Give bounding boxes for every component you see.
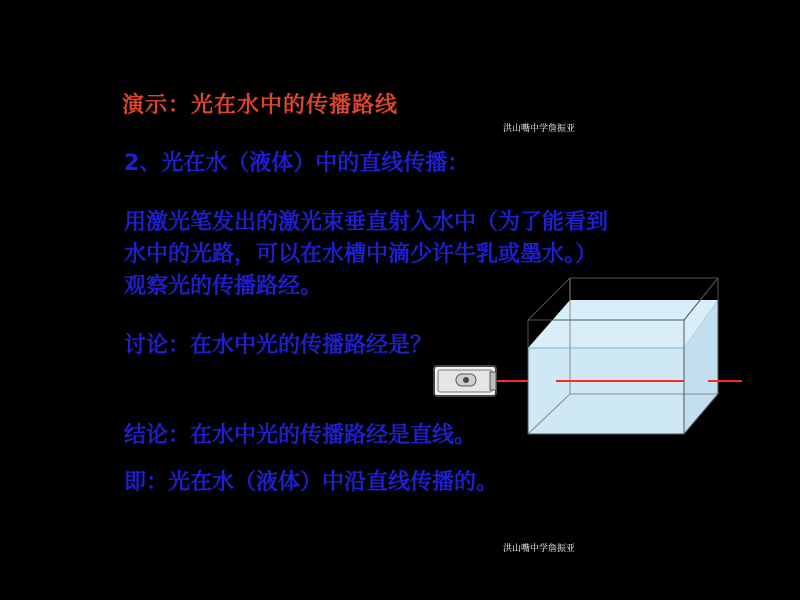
discussion-question: 讨论：在水中光的传播路经是？: [124, 333, 433, 358]
summary-text: 即：光在水（液体）中沿直线传播的。: [124, 470, 499, 495]
watermark-top: 洪山嘴中学詹振亚: [503, 124, 576, 134]
conclusion-text: 结论：在水中光的传播路经是直线。: [124, 423, 477, 448]
slide-title: 演示：光在水中的传播路线: [122, 93, 399, 118]
laser-pointer-icon: [434, 366, 496, 396]
paragraph-line: 水中的光路，可以在水槽中滴少许牛乳或墨水。）: [124, 242, 598, 267]
watermark-bottom: 洪山嘴中学詹振亚: [503, 544, 576, 554]
paragraph-line: 观察光的传播路经。: [124, 274, 323, 299]
section-subtitle: 2、光在水（液体）中的直线传播：: [124, 151, 470, 176]
paragraph-line: 用激光笔发出的激光束垂直射入水中（为了能看到: [124, 210, 609, 235]
water-tank-icon: [528, 278, 718, 434]
